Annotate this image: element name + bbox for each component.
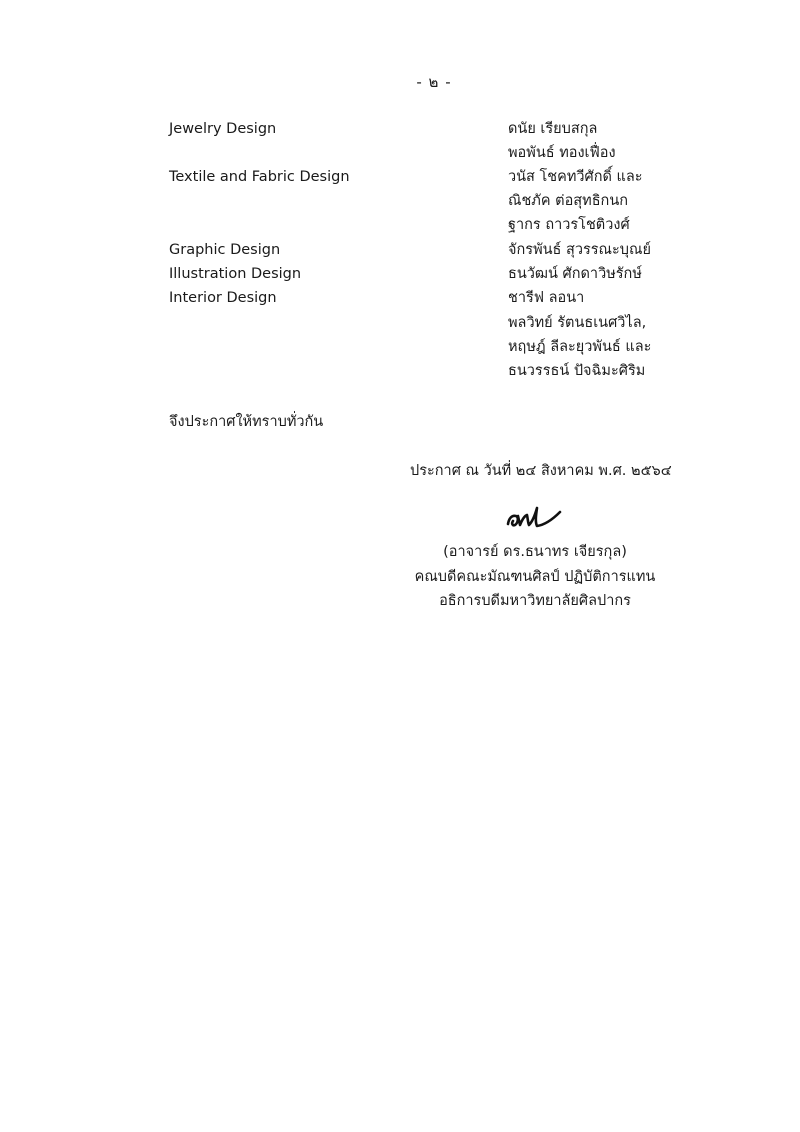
recipient-name: ธนวรรธน์ ปัจฉิมะศิริม bbox=[508, 363, 646, 379]
category-label: Jewelry Design bbox=[169, 121, 277, 137]
signatory-name: (อาจารย์ ดร.ธนาทร เจียรกุล) bbox=[443, 544, 627, 560]
page-number: - ๒ - bbox=[416, 73, 452, 91]
signatory-position: คณบดีคณะมัณฑนศิลป์ ปฏิบัติการแทน bbox=[414, 569, 656, 585]
award-row bbox=[0, 335, 800, 359]
recipient-name: ชารีฟ ลอนา bbox=[508, 290, 585, 306]
recipient-name: พลวิทย์ รัตนธเนศวิไล, bbox=[508, 315, 647, 331]
recipient-name: จักรพันธ์ สุวรรณะบุณย์ bbox=[508, 242, 651, 258]
announcement-text: จึงประกาศให้ทราบทั่วกัน bbox=[169, 414, 324, 430]
recipient-name: วนัส โชคทวีศักดิ์ และ bbox=[508, 169, 643, 185]
award-row bbox=[0, 238, 800, 262]
award-row bbox=[0, 165, 800, 189]
recipient-name: ฐากร ถาวรโชติวงศ์ bbox=[508, 217, 630, 233]
recipient-name: ธนวัฒน์ ศักดาวิษรักษ์ bbox=[508, 266, 642, 282]
category-label: Illustration Design bbox=[169, 266, 302, 282]
award-row bbox=[0, 262, 800, 286]
announcement-date: ประกาศ ณ วันที่ ๒๔ สิงหาคม พ.ศ. ๒๕๖๔ bbox=[410, 463, 672, 479]
award-row bbox=[0, 117, 800, 141]
recipient-name: ณิชภัค ต่อสุทธิกนก bbox=[508, 193, 629, 209]
award-row bbox=[0, 213, 800, 237]
handwritten-signature bbox=[504, 498, 564, 534]
signatory-position-secondary: อธิการบดีมหาวิทยาลัยศิลปากร bbox=[439, 593, 631, 609]
award-row bbox=[0, 311, 800, 335]
award-row bbox=[0, 359, 800, 383]
recipient-name: หฤษฎ์ ลีละยุวพันธ์ และ bbox=[508, 339, 652, 355]
category-label: Interior Design bbox=[169, 290, 277, 306]
category-label: Graphic Design bbox=[169, 242, 281, 258]
award-row bbox=[0, 189, 800, 213]
award-row bbox=[0, 141, 800, 165]
award-row bbox=[0, 286, 800, 310]
recipient-name: พอพันธ์ ทองเฟื่อง bbox=[508, 145, 616, 161]
recipient-name: ดนัย เรียบสกุล bbox=[508, 121, 598, 137]
category-label: Textile and Fabric Design bbox=[169, 169, 350, 185]
